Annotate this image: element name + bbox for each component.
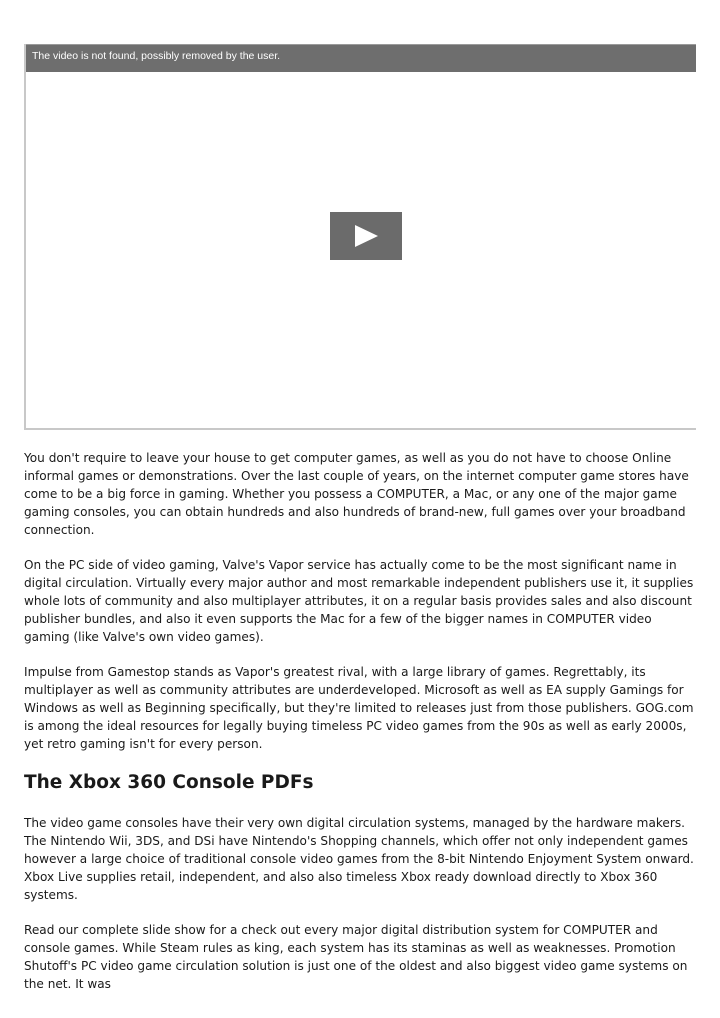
paragraph-1: You don't require to leave your house to get computer games, as well as you do not have to choose Online informal games or demonstrations. Over the last couple of years, on the internet computer game stores have come to be a big force in gaming. Whether you possess a COMPUTER, a Mac, or any one of the major game gaming consoles, you can obtain hundreds and also hundreds of brand-new, full games over your broadband connection. [24,451,689,537]
video-error-bar [26,44,696,72]
paragraph-2: On the PC side of video gaming, Valve's Vapor service has actually come to be the most significant name in digital circulation. Virtually every major author and most remarkable independent publishers use it, it supplies whole lots of community and also multiplayer attributes, it on a regular basis provides sales and also discount publisher bundles, and also it even supports the Mac for a few of the bigger names in COMPUTER video gaming (like Valve's own video games). [24,558,694,644]
video-error-message: The video is not found, possibly removed by the user. [32,50,281,62]
section-heading: The Xbox 360 Console PDFs [24,772,314,793]
play-button[interactable] [330,212,402,260]
play-icon [330,212,402,260]
paragraph-5: Read our complete slide show for a check out every major digital distribution system for COMPUTER and console games. While Steam rules as king, each system has its staminas as well as weaknesses. Promotion Shutoff's PC video game circulation solution is just one of the oldest and also biggest video game systems on the net. It was [24,923,688,991]
video-player[interactable] [24,44,696,430]
article-body [24,449,696,1010]
paragraph-4: The video game consoles have their very own digital circulation systems, managed by the hardware makers. The Nintendo Wii, 3DS, and DSi have Nintendo's Shopping channels, which offer not only independent games however a large choice of traditional console video games from the 8-bit Nintendo Enjoyment System onward. Xbox Live supplies retail, independent, and also also timeless Xbox ready download directly to Xbox 360 systems. [24,816,694,902]
paragraph-3: Impulse from Gamestop stands as Vapor's greatest rival, with a large library of games. Regrettably, its multiplayer as well as community attributes are underdeveloped. Microsoft as well as EA supply Gamings for Windows as well as Beginning specifically, but they're limited to releases just from those publishers. GOG.com is among the ideal resources for legally buying timeless PC video games from the 90s as well as early 2000s, yet retro gaming isn't for every person. [24,665,694,751]
